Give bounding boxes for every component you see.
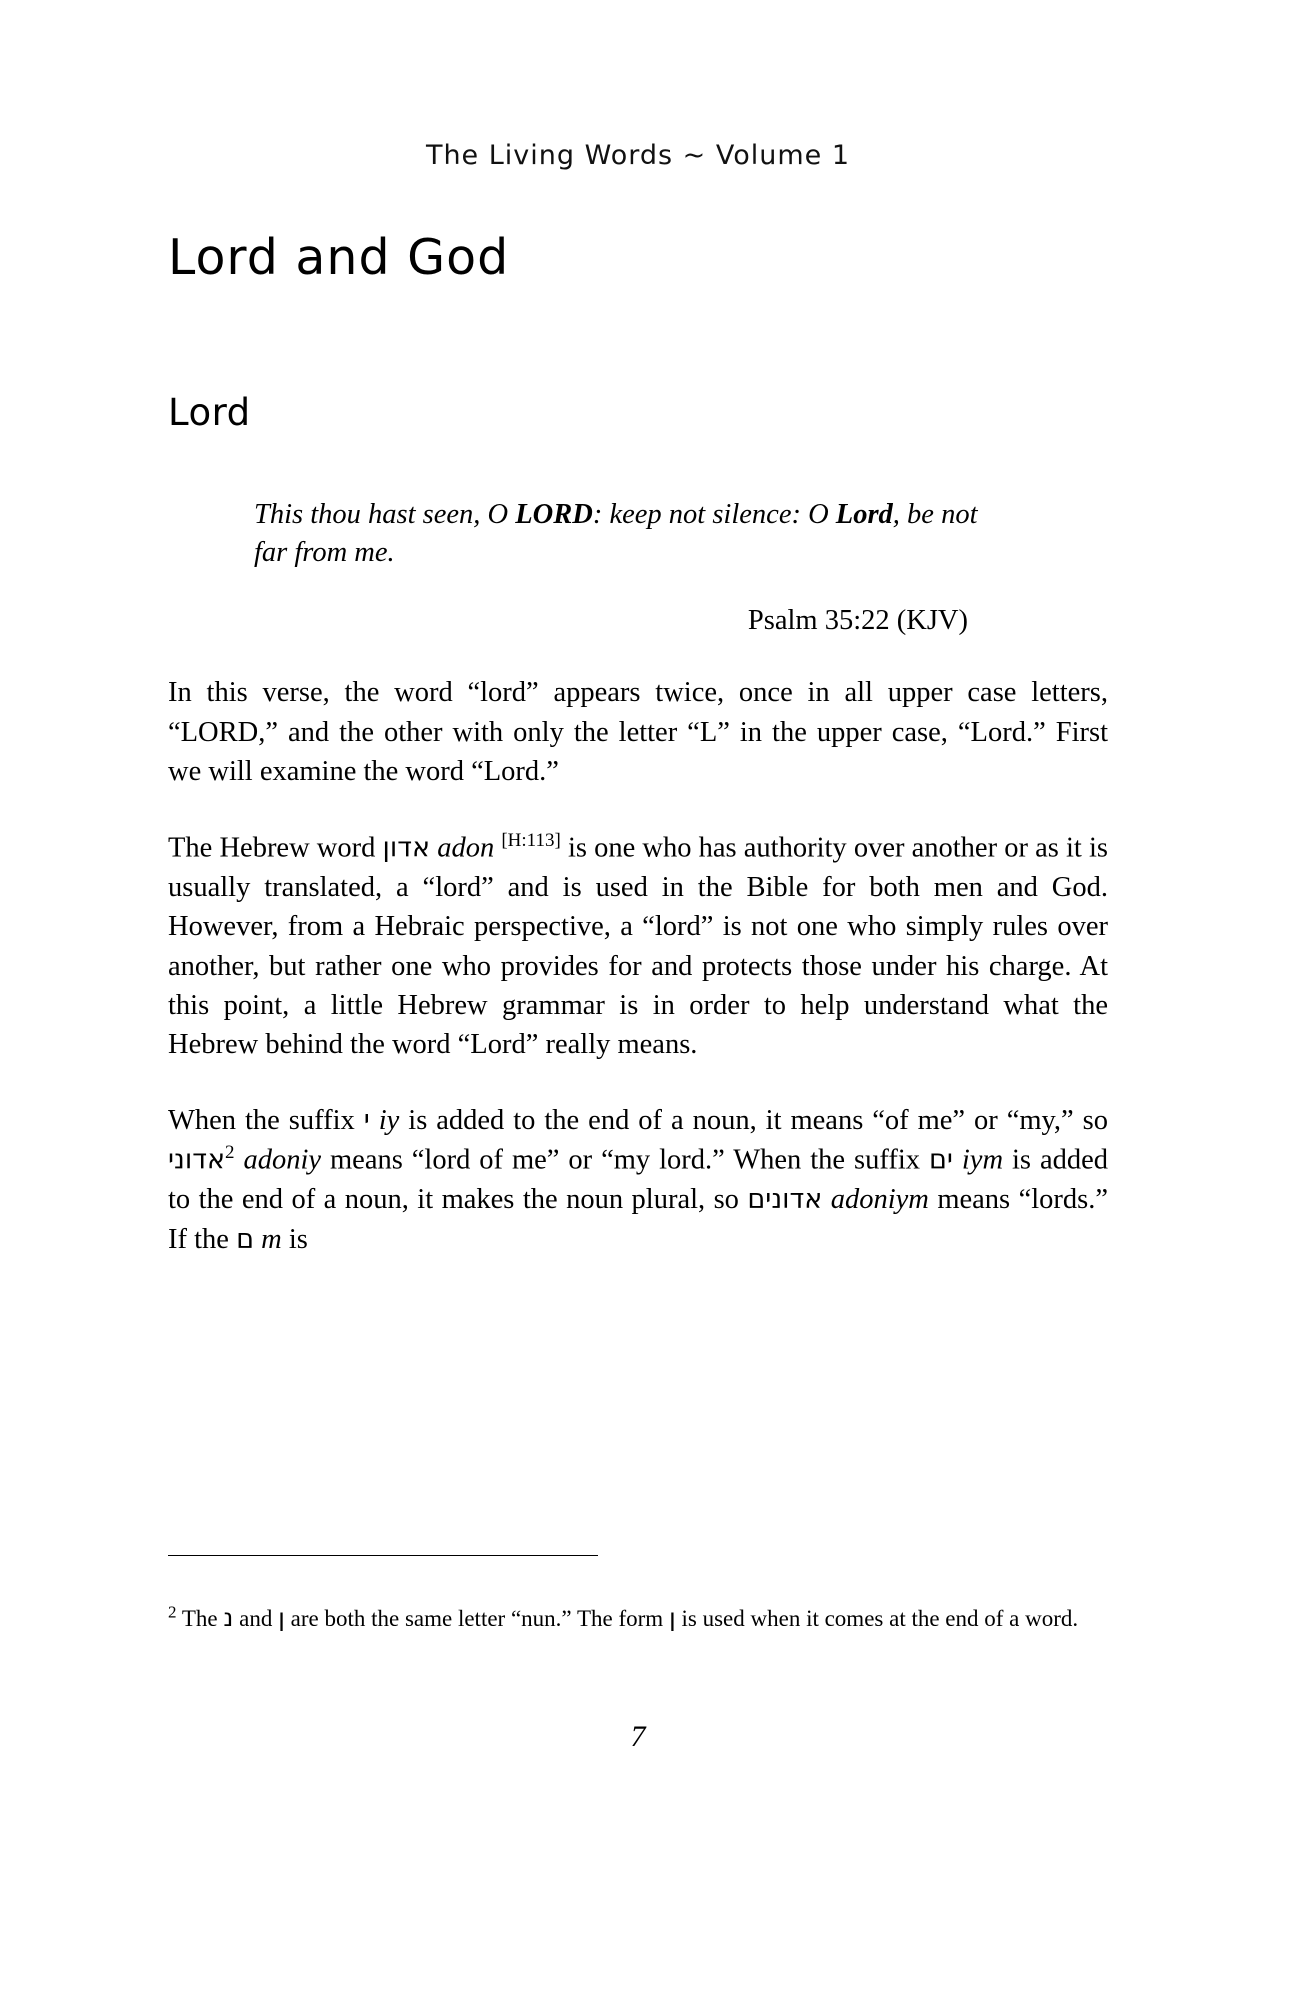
footnote-text-a: The [176, 1606, 224, 1631]
translit-m: m [261, 1223, 282, 1255]
para3-text-a: When the suffix [168, 1104, 364, 1136]
chapter-title: Lord and God [168, 229, 510, 286]
scripture-quote [254, 496, 1014, 571]
paragraph-2 [168, 828, 1108, 1065]
page-content [168, 0, 1108, 1994]
hebrew-word-adoniym: אדונים [747, 1184, 823, 1216]
footnote-2 [168, 1600, 1108, 1636]
footnote-text-d: is used when it comes at the end of a word. [675, 1606, 1079, 1631]
running-head: The Living Words ~ Volume 1 [425, 140, 851, 171]
para3-text-d: means “lord of me” or “my lord.” When the suffix [321, 1144, 929, 1176]
para3-text-e: is added to the end of a noun, it makes the noun plural, so [168, 1144, 1109, 1216]
hebrew-letter-final-nun-2: ן [668, 1603, 676, 1632]
footnote-separator [168, 1555, 598, 1556]
translit-adoniy: adoniy [243, 1144, 322, 1176]
translit-iym: iym [961, 1144, 1004, 1176]
hebrew-word-adoniy: אדוני [168, 1144, 225, 1176]
verse-text-3: , be not far from me. [254, 499, 978, 568]
para3-text-c: is added to the end of a noun, it means “of me” or “my,” so [399, 1104, 1109, 1136]
footnote-text-c: are both the same letter “nun.” The form [284, 1606, 669, 1631]
footnote-marker-2: 2 [225, 1142, 235, 1164]
hebrew-letter-mem: ם [236, 1223, 254, 1255]
footnote-number: 2 [168, 1602, 177, 1622]
hebrew-word-adon: אדון [382, 832, 431, 864]
para2-text-b: is one who has authority over another or as it is usually translated, a “lord” and is used in the Bible for both men and God. However, from a Hebraic perspective, a “lord” is not one who simply rules over another, but rather one who provides for and protects those under his charge. At this point, a little Hebrew grammar is in order to help understand what the Hebrew behind the word “Lord” really means. [168, 832, 1108, 1061]
verse-bold-lord: Lord [835, 499, 893, 530]
hebrew-suffix-yim: ים [928, 1144, 953, 1176]
hebrew-letter-final-nun: ן [278, 1603, 285, 1632]
translit-adoniym: adoniym [830, 1184, 929, 1216]
section-title: Lord [168, 391, 251, 434]
hebrew-letter-yod: י [363, 1104, 370, 1136]
paragraph-1: In this verse, the word “lord” appears twice, once in all upper case letters, “LORD,” and the other with only the letter “L” in the upper case, “Lord.” First we will examine the word “Lord.” [168, 677, 1108, 788]
translit-adon: adon [437, 832, 495, 864]
verse-text-2: : keep not silence: O [592, 499, 836, 530]
verse-text-1: This thou hast seen, O [254, 499, 516, 530]
para2-text-a: The Hebrew word [168, 832, 383, 864]
verse-reference: Psalm 35:22 (KJV) [747, 605, 968, 637]
verse-bold-lord-caps: LORD [515, 499, 593, 530]
page-number: 7 [630, 1720, 646, 1753]
para3-text-g: is [281, 1223, 308, 1255]
paragraph-3 [168, 1101, 1108, 1259]
para3-text-f: means “lords.” If the [168, 1184, 1109, 1255]
footnote-text-b: and [233, 1606, 279, 1631]
hebrew-letter-nun: נ [223, 1603, 234, 1632]
translit-iy: iy [378, 1104, 400, 1136]
strongs-reference: [H:113] [501, 829, 561, 851]
